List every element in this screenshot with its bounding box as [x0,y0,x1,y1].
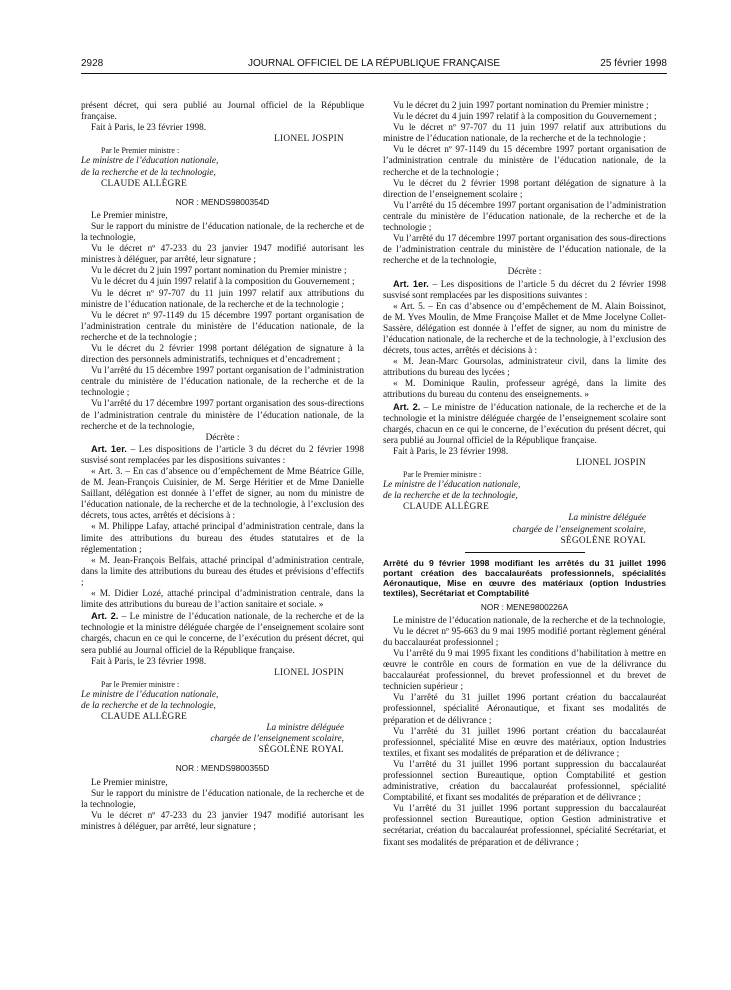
quoted-paragraph: « Art. 3. – En cas d’absence ou d’empêchement de Mme Béatrice Gille, de M. Jean-François Cuisinier, de M. Serge Héritier et de Mme Danielle Saillant, délégation est donnée à l’effet de signer, au nom du ministre de l’éducation nationale, de la recherche et de la technologie, à l’exclusion des décrets, tous actes, arrêtés et décisions à : [81,467,364,522]
page-header [81,58,667,72]
paragraph: Sur le rapport du ministre de l’éducation nationale, de la recherche et de la technologie, [81,221,364,244]
article-label: Art. 1er. [393,278,429,289]
nor-reference: NOR : MENDS9800355D [175,763,270,774]
quoted-paragraph: « Art. 5. – En cas d’absence ou d’empêchement de M. Alain Boissinot, de M. Yves Moulin, de Mme Françoise Mallet et de Mme Jocelyne Collet-Sassère, délégation est donnée à l’effet de signer, au nom du ministre de l’éducation nationale, de la recherche et de la technologie, à l’exclusion des décrets, tous actes, arrêtés et décisions à : [383,301,666,357]
paragraph: Vu l’arrêté du 31 juillet 1996 portant suppression du baccalauréat professionnel section Bureautique, option Gestion administrative et secrétariat, création du baccalauréat professionnel, spécialité Secrétariat, et fixant ses modalités de préparation et de délivrance ; [383,804,666,848]
minister-title: Le ministre de l’éducation nationale, [383,480,521,491]
issue-date: 25 février 1998 [600,58,667,69]
paragraph: Sur le rapport du ministre de l’éducation nationale, de la recherche et de la technologie, [81,788,364,810]
paragraph: Le Premier ministre, [91,777,168,788]
page-number: 2928 [81,58,104,69]
decrete-heading: Décrète : [205,432,240,443]
article-text: – Le ministre de l’éducation nationale, de la recherche et de la technologie et la ministre déléguée chargée de l’enseignement scolaire sont chargés, chacun en ce qui le concerne, de l’exécution du présent décret, qui sera publié au Journal officiel de la République française. [383,402,666,446]
quoted-paragraph: « M. Jean-François Belfais, attaché principal d’administration centrale, dans la limite des attributions du bureau des études et prévisions d’effectifs ; [81,555,364,588]
par-le-premier-ministre: Par le Premier ministre : [101,146,180,156]
signatory-name: LIONEL JOSPIN [576,458,646,468]
article-1 [383,279,666,302]
paragraph: Vu l’arrêté du 17 décembre 1997 portant organisation des sous-directions de l’administration centrale du ministère de l’éducation nationale, de la recherche et de la technologie, [81,399,364,432]
minister-title: Le ministre de l’éducation nationale, [81,689,219,700]
quoted-paragraph: « M. Didier Lozé, attaché principal d’administration centrale, dans la limite des attributions du bureau de l’action sanitaire et sociale. » [81,589,364,611]
minister-title: Le ministre de l’éducation nationale, [81,156,219,167]
intro-text: présent décret, qui sera publié au Journal officiel de la République française. [81,101,364,123]
par-le-premier-ministre: Par le Premier ministre : [403,470,482,480]
paragraph: Vu le décret nº 97-1149 du 15 décembre 1997 portant organisation de l’administration centrale du ministère de l’éducation nationale, de la recherche et de la technologie ; [81,310,364,343]
minister-title-2: de la recherche et de la technologie, [383,491,518,502]
quoted-paragraph: « M. Jean-Marc Goursolas, administrateur civil, dans la limite des attributions du bureau des lycées ; [383,357,666,379]
paragraph: Vu l’arrêté du 31 juillet 1996 portant suppression du baccalauréat professionnel section Bureautique, option Comptabilité et gestion administrative, création du baccalauréat professionnel, spécialité Comptabilité, et fixant ses modalités de préparation et de délivrance ; [383,759,666,804]
paragraph: Vu le décret nº 95-663 du 9 mai 1995 modifié portant règlement général du baccalauréat professionnel ; [383,626,666,648]
paragraph: Vu l’arrêté du 9 mai 1995 fixant les conditions d’habilitation à mettre en œuvre le contrôle en cours de formation en vue de la délivrance du baccalauréat professionnel, du brevet professionnel et du brevet de technicien supérieur ; [383,648,666,693]
paragraph: Vu le décret nº 47-233 du 23 janvier 1947 modifié autorisant les ministres à déléguer, par arrêté, leur signature ; [81,810,364,832]
paragraph: Vu l’arrêté du 31 juillet 1996 portant création du baccalauréat professionnel, spécialité Mise en œuvre des matériaux, option Industries textiles, et fixant ses modalités de préparation et de délivrance ; [383,726,666,759]
paragraph: Le ministre de l’éducation nationale, de la recherche et de la technologie, [393,615,666,626]
paragraph: Vu le décret nº 97-707 du 11 juin 1997 relatif aux attributions du ministre de l’éducation nationale, de la recherche et de la technologie ; [383,123,666,145]
minister-name: CLAUDE ALLÈGRE [101,712,188,723]
par-le-premier-ministre: Par le Premier ministre : [101,679,180,689]
delegate-title-2: chargée de l’enseignement scolaire, [512,524,646,535]
paragraph: Vu le décret du 4 juin 1997 relatif à la composition du Gouvernement ; [91,277,355,288]
paragraph: Vu l’arrêté du 17 décembre 1997 portant organisation des sous-directions de l’administration centrale du ministère de l’éducation nationale, de la recherche et de la technologie, [383,234,666,267]
paragraph: Vu l’arrêté du 31 juillet 1996 portant création du baccalauréat professionnel, spécialité Aéronautique, et fixant ses modalités de préparation et de délivrance ; [383,693,666,726]
paragraph: Vu le décret du 2 juin 1997 portant nomination du Premier ministre ; [91,266,347,277]
article-2 [81,611,364,656]
article-text: – Le ministre de l’éducation nationale, de la recherche et de la technologie et la ministre déléguée chargée de l’enseignement scolaire sont chargés, chacun en ce qui le concerne, de l’exécution du présent décret, qui sera publié au Journal officiel de la République française. [81,612,364,656]
minister-name: CLAUDE ALLÈGRE [101,178,188,189]
section-separator [465,552,585,553]
paragraph: Vu l’arrêté du 15 décembre 1997 portant organisation de l’administration centrale du ministère de l’éducation nationale, de la recherche et de la technologie ; [383,200,666,234]
minister-title-2: de la recherche et de la technologie, [81,700,216,711]
paragraph: Le Premier ministre, [91,210,168,221]
nor-reference: NOR : MENE9800226A [480,601,569,612]
signatory-name: LIONEL JOSPIN [274,667,344,678]
nor-reference: NOR : MENDS9800354D [175,196,270,207]
delegate-title: La ministre déléguée [568,513,646,524]
minister-title-2: de la recherche et de la technologie, [81,167,216,178]
paragraph: Vu le décret du 2 juin 1997 portant nomination du Premier ministre ; [393,101,649,111]
minister-name: CLAUDE ALLÈGRE [403,502,490,513]
delegate-title: La ministre déléguée [266,723,344,734]
article-2 [383,402,666,447]
quoted-paragraph: « M. Dominique Raulin, professeur agrégé, dans la limite des attributions du bureau du contenu des enseignements. » [383,379,666,401]
arrete-title: Arrêté du 9 février 1998 modifiant les arrêtés du 31 juillet 1996 portant création des baccalauréats professionnels, spécialités Aéronautique, Mise en œuvre des matériaux (option Industries textiles), Secrétariat et Comptabilité [383,557,666,599]
article-label: Art. 2. [91,611,119,622]
paragraph: Vu le décret nº 97-1149 du 15 décembre 1997 portant organisation de l’administration centrale du ministère de l’éducation nationale, de la recherche et de la technologie ; [383,145,666,178]
right-column [383,101,666,849]
signatory-name: LIONEL JOSPIN [274,134,344,145]
delegate-name: SÉGOLÈNE ROYAL [258,745,344,756]
quoted-paragraph: « M. Philippe Lafay, attaché principal d’administration centrale, dans la limite des attributions du bureau des études statutaires et de la réglementation ; [81,522,364,555]
decrete-heading: Décrète : [507,267,542,278]
paragraph: Vu le décret du 2 février 1998 portant délégation de signature à la direction de l’enseignement scolaire ; [383,178,666,200]
paragraph: Vu le décret nº 97-707 du 11 juin 1997 relatif aux attributions du ministre de l’éducation nationale, de la recherche et de la technologie ; [81,288,364,310]
article-label: Art. 2. [393,401,421,412]
fait-a-paris: Fait à Paris, le 23 février 1998. [91,123,207,134]
header-rule [81,73,667,74]
delegate-name: SÉGOLÈNE ROYAL [560,535,646,546]
journal-title: JOURNAL OFFICIEL DE LA RÉPUBLIQUE FRANÇAISE [247,58,501,69]
delegate-title-2: chargée de l’enseignement scolaire, [210,734,344,745]
paragraph: Vu le décret nº 47-233 du 23 janvier 1947 modifié autorisant les ministres à déléguer, par arrêté, leur signature ; [81,244,364,266]
left-column [81,101,364,833]
fait-a-paris: Fait à Paris, le 23 février 1998. [91,656,207,667]
article-label: Art. 1er. [91,443,127,454]
article-1 [81,444,364,467]
paragraph: Vu le décret du 2 février 1998 portant délégation de signature à la direction des personnels administratifs, techniques et d’encadrement ; [81,343,364,366]
paragraph: Vu le décret du 4 juin 1997 relatif à la composition du Gouvernement ; [393,112,657,123]
article-text: – Les dispositions de l’article 3 du décret du 2 février 1998 susvisé sont remplacées par les dispositions suivantes : [81,444,365,466]
paragraph: Vu l’arrêté du 15 décembre 1997 portant organisation de l’administration centrale du ministère de l’éducation nationale, de la recherche et de la technologie ; [81,366,364,399]
article-text: – Les dispositions de l’article 5 du décret du 2 février 1998 susvisé sont remplacées par les dispositions suivantes : [383,279,667,301]
fait-a-paris: Fait à Paris, le 23 février 1998. [393,446,509,457]
